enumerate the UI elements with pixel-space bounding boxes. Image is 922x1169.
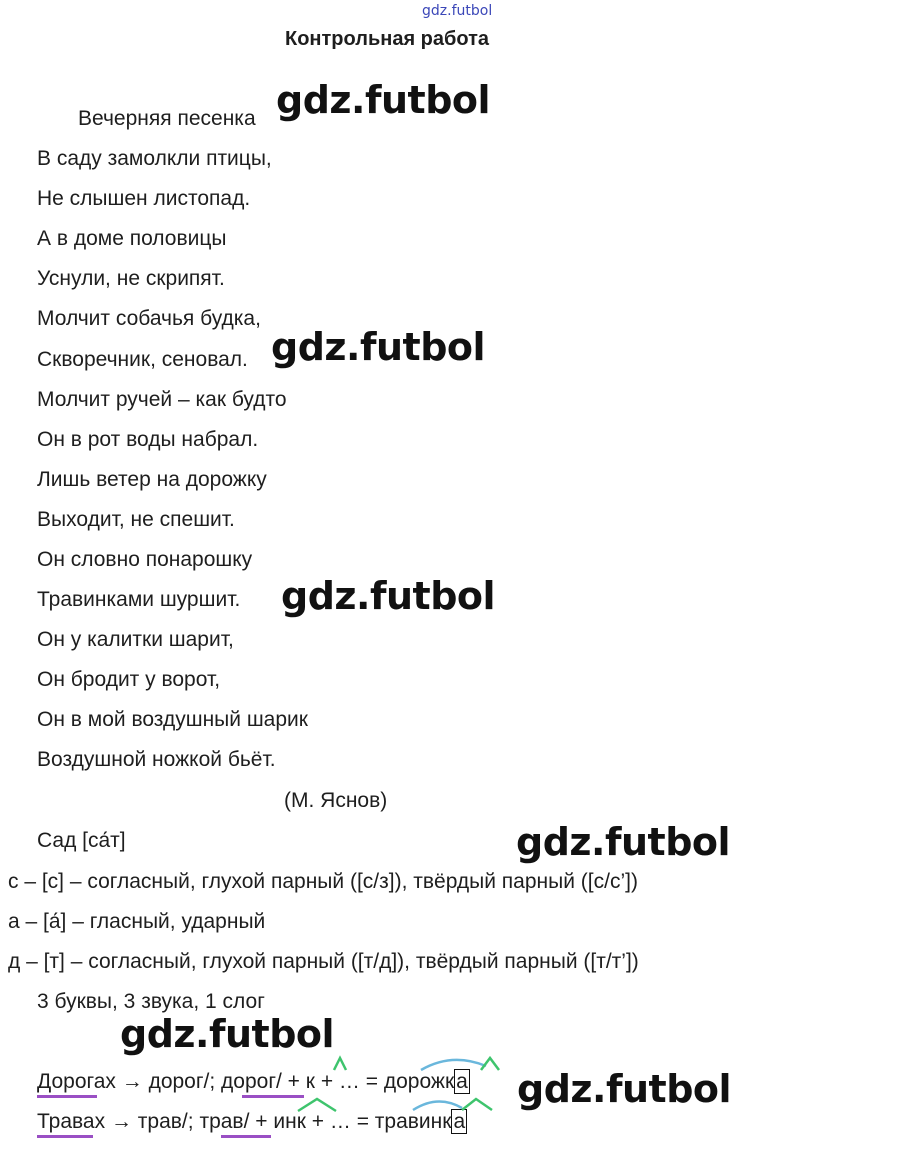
poem-line: Скворечник, сеновал. [37, 348, 248, 371]
plus: + [255, 1110, 268, 1133]
root-part: дорог/; [148, 1070, 216, 1093]
poem-line: Не слышен листопад. [37, 187, 251, 210]
poem-line: Молчит ручей – как будто [37, 388, 287, 411]
poem-line: Уснули, не скрипят. [37, 267, 225, 290]
root: дорог/ [221, 1070, 282, 1093]
equals: = [356, 1110, 369, 1133]
result-stem: травинк [374, 1110, 452, 1133]
suffix-mark [334, 1058, 346, 1070]
poem-title: Вечерняя песенка [78, 107, 256, 130]
watermark: gdz.futbol [517, 1067, 732, 1111]
analysis-heading: Сад [са́т] [37, 829, 126, 852]
root-part: трав/; [137, 1110, 194, 1133]
poem-line: Травинками шуршит. [37, 588, 241, 611]
top-watermark: gdz.futbol [422, 3, 493, 19]
suffix-mark [462, 1099, 492, 1110]
root-arc [421, 1060, 486, 1070]
suffix: инк [273, 1110, 306, 1133]
poem-line: Он в рот воды набрал. [37, 428, 259, 451]
plus: + [287, 1070, 300, 1093]
ellipsis: … [338, 1070, 360, 1093]
sound-line: а – [а́] – гласный, ударный [8, 910, 266, 933]
source-word: Дорогах [37, 1070, 116, 1093]
poem-author: (М. Яснов) [284, 789, 388, 812]
plus: + [320, 1070, 334, 1093]
suffix-mark [298, 1099, 336, 1111]
ellipsis: … [329, 1110, 351, 1133]
watermark: gdz.futbol [276, 78, 491, 122]
plus: + [311, 1110, 324, 1133]
page-title: Контрольная работа [285, 28, 489, 50]
arrow: → [110, 1110, 132, 1133]
poem-line: Он словно понарошку [37, 548, 253, 571]
poem-line: Воздушной ножкой бьёт. [37, 748, 276, 771]
poem-line: Он у калитки шарит, [37, 628, 234, 651]
poem-line: Он в мой воздушный шарик [37, 708, 308, 731]
poem-line: Выходит, не спешит. [37, 508, 235, 531]
result-ending: а [456, 1070, 468, 1093]
poem-line: В саду замолкли птицы, [37, 147, 272, 170]
watermark: gdz.futbol [120, 1012, 335, 1056]
sound-line: д – [т] – согласный, глухой парный ([т/д]), твёрдый парный ([т/т’]) [8, 950, 639, 973]
result-stem: дорожк [383, 1070, 455, 1093]
poem-line: Молчит собачья будка, [37, 307, 261, 330]
source-word: Травах [37, 1110, 106, 1133]
equals: = [365, 1070, 379, 1093]
root-arc [413, 1101, 462, 1110]
root: трав/ [199, 1110, 250, 1133]
arrow: → [121, 1070, 143, 1093]
analysis-summary: 3 буквы, 3 звука, 1 слог [37, 990, 265, 1013]
poem-line: А в доме половицы [37, 227, 227, 250]
suffix: к [305, 1070, 315, 1093]
poem-line: Лишь ветер на дорожку [37, 468, 267, 491]
watermark: gdz.futbol [281, 574, 496, 618]
poem-line: Он бродит у ворот, [37, 668, 221, 691]
watermark: gdz.futbol [516, 820, 731, 864]
result-ending: а [453, 1110, 466, 1133]
watermark: gdz.futbol [271, 325, 486, 369]
sound-line: с – [с] – согласный, глухой парный ([с/з]), твёрдый парный ([с/с’]) [8, 870, 638, 893]
